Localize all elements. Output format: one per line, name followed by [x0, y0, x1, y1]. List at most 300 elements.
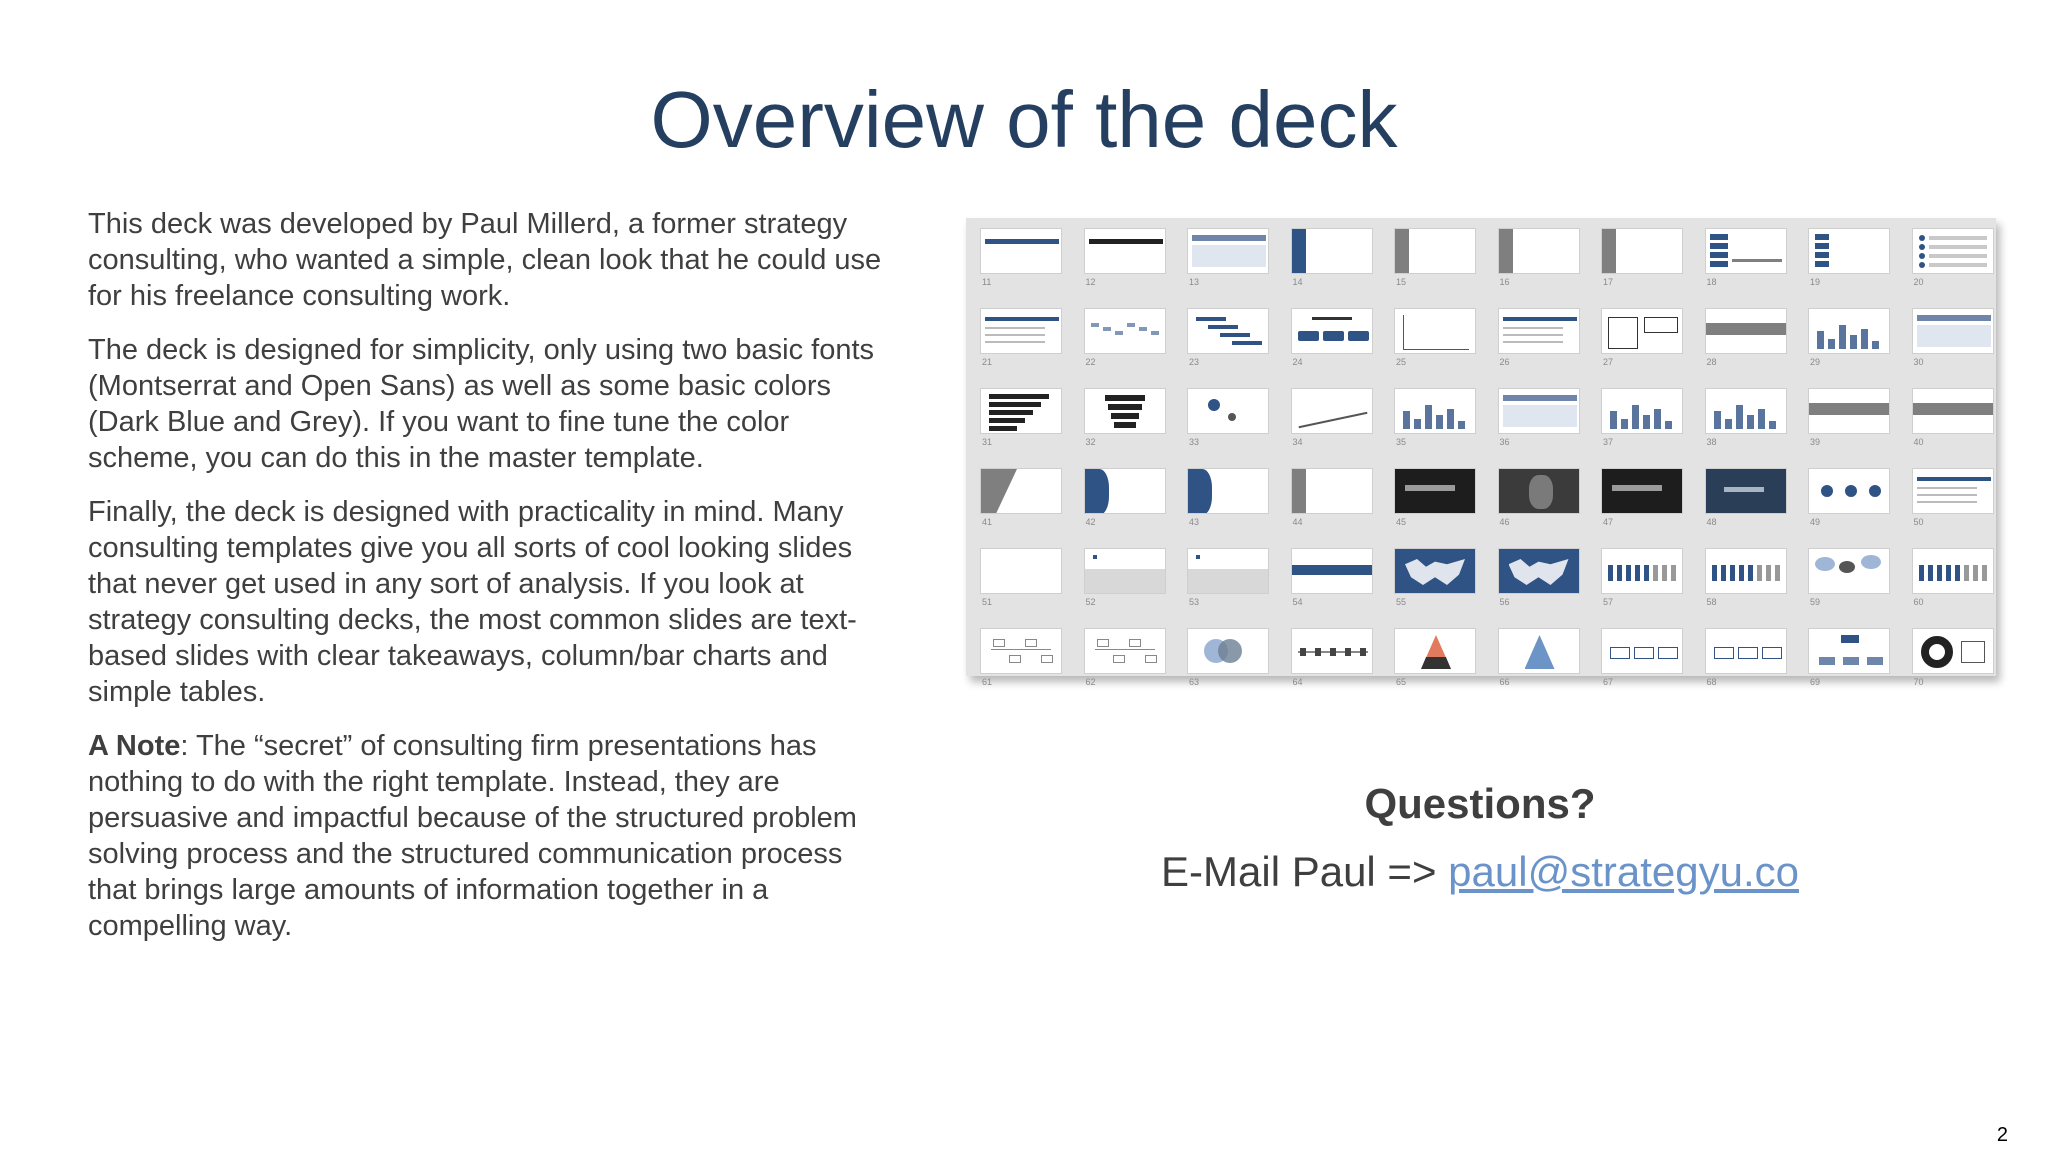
- thumbnail-number: 66: [1499, 677, 1510, 687]
- thumbnail-mark: [1192, 245, 1266, 267]
- slide-thumbnail: [1084, 228, 1166, 274]
- paragraph-practicality: Finally, the deck is designed with practicality in mind. Many consulting templates give you all sorts of cool looking slides that never get used in any sort of analysis. If you look at strategy consulting decks, the most common slides are text-based slides with clear takeaways, column/bar charts and simple tables.: [88, 496, 857, 708]
- thumbnail-mark: [1710, 261, 1728, 267]
- thumbnail-number: 62: [1085, 677, 1096, 687]
- slide-thumbnail: [980, 228, 1062, 274]
- slide-thumbnail: [1187, 388, 1269, 434]
- thumbnail-mark: [1919, 565, 1924, 581]
- thumbnail-mark: [1405, 559, 1465, 585]
- slide-thumbnail: [1601, 548, 1683, 594]
- thumbnail-number: 67: [1603, 677, 1614, 687]
- thumbnail-number: 40: [1913, 437, 1924, 447]
- thumbnail-mark: [1843, 657, 1859, 665]
- slide-thumbnail: [1808, 228, 1890, 274]
- slide-thumbnail: [1705, 548, 1787, 594]
- thumbnail-mark: [1114, 422, 1136, 428]
- thumbnail-mark: [1706, 323, 1787, 335]
- slide-thumbnail: [1808, 548, 1890, 594]
- thumbnail-mark: [1710, 243, 1728, 249]
- thumbnail-mark: [1192, 235, 1266, 241]
- thumbnail-mark: [1621, 419, 1628, 429]
- thumbnail-number: 58: [1706, 597, 1717, 607]
- thumbnail-mark: [1097, 639, 1109, 647]
- slide-thumbnail: [1291, 628, 1373, 674]
- thumbnail-mark: [1503, 327, 1563, 329]
- thumbnail-mark: [1917, 315, 1991, 321]
- thumbnail-mark: [1089, 239, 1163, 244]
- thumbnail-mark: [1730, 565, 1735, 581]
- thumbnail-mark: [1973, 565, 1978, 581]
- slide-thumbnail: [1912, 628, 1994, 674]
- thumbnail-mark: [1769, 421, 1776, 429]
- thumbnail-number: 13: [1189, 277, 1200, 287]
- slide-thumbnail: [1084, 548, 1166, 594]
- paragraph-authorship: This deck was developed by Paul Millerd, a former strategy consulting, who wanted a simple, clean look that he could use for his freelance consulting work.: [88, 208, 882, 312]
- thumbnail-mark: [989, 410, 1033, 415]
- thumbnail-mark: [1928, 565, 1933, 581]
- thumbnail-mark: [1503, 317, 1577, 321]
- slide-thumbnail: [1498, 388, 1580, 434]
- thumbnail-number: 65: [1396, 677, 1407, 687]
- slide-thumbnail: [1705, 308, 1787, 354]
- slide-thumbnail: [1705, 628, 1787, 674]
- thumbnail-mark: [1964, 565, 1969, 581]
- thumbnail-mark: [1710, 234, 1728, 240]
- thumbnail-mark: [1095, 649, 1155, 650]
- thumbnail-number: 39: [1810, 437, 1821, 447]
- thumbnail-mark: [1815, 234, 1829, 240]
- thumbnail-number: 37: [1603, 437, 1614, 447]
- slide-thumbnail: [1808, 388, 1890, 434]
- thumbnail-mark: [1725, 419, 1732, 429]
- thumbnail-mark: [1961, 641, 1985, 663]
- slide-thumbnail: [1187, 468, 1269, 514]
- thumbnail-mark: [1085, 569, 1166, 594]
- thumbnail-mark: [1654, 409, 1661, 429]
- thumbnail-mark: [1348, 331, 1369, 341]
- thumbnail-number: 46: [1499, 517, 1510, 527]
- slide-thumbnail: [1705, 388, 1787, 434]
- thumbnail-mark: [1845, 485, 1857, 497]
- thumbnail-mark: [1739, 565, 1744, 581]
- slide-thumbnail: [1394, 468, 1476, 514]
- thumbnail-mark: [1929, 254, 1987, 258]
- thumbnail-number: 55: [1396, 597, 1407, 607]
- thumbnail-mark: [1025, 639, 1037, 647]
- thumbnail-number: 50: [1913, 517, 1924, 527]
- thumbnail-mark: [1323, 331, 1344, 341]
- thumbnail-mark: [1817, 331, 1824, 349]
- slide-thumbnail: [1808, 308, 1890, 354]
- thumbnail-mark: [1775, 565, 1780, 581]
- thumbnail-number: 25: [1396, 357, 1407, 367]
- thumbnail-mark: [1748, 565, 1753, 581]
- thumbnail-mark: [989, 402, 1041, 407]
- thumbnail-mark: [1841, 635, 1859, 643]
- slide-thumbnail: [1291, 228, 1373, 274]
- slide-thumbnail: [1498, 468, 1580, 514]
- thumbnail-number: 70: [1913, 677, 1924, 687]
- thumbnail-mark: [1635, 565, 1640, 581]
- thumbnail-mark: [1111, 413, 1139, 419]
- thumbnail-number: 26: [1499, 357, 1510, 367]
- thumbnail-mark: [1929, 263, 1987, 267]
- thumbnail-mark: [1632, 405, 1639, 429]
- thumbnail-number: 44: [1292, 517, 1303, 527]
- thumbnail-mark: [1395, 229, 1409, 274]
- slide-thumbnail: [1187, 628, 1269, 674]
- slide-thumbnail: [1394, 628, 1476, 674]
- thumbnail-mark: [1819, 657, 1835, 665]
- thumbnail-mark: [1315, 648, 1321, 656]
- slide-thumbnail: [1498, 548, 1580, 594]
- thumbnail-mark: [1421, 657, 1451, 669]
- thumbnail-mark: [1917, 477, 1991, 481]
- thumbnail-mark: [1917, 487, 1977, 489]
- thumbnail-mark: [1509, 559, 1569, 585]
- email-prefix: E-Mail Paul =>: [1161, 848, 1449, 895]
- thumbnail-mark: [1710, 252, 1728, 258]
- slide-thumbnail: [980, 308, 1062, 354]
- slide-thumbnail: [1291, 388, 1373, 434]
- thumbnail-mark: [1292, 565, 1373, 575]
- thumbnail-mark: [991, 649, 1051, 650]
- thumbnail-number: 23: [1189, 357, 1200, 367]
- thumbnail-mark: [1405, 485, 1455, 491]
- thumbnail-mark: [1529, 475, 1553, 509]
- thumbnail-mark: [1828, 339, 1835, 349]
- slide-thumbnail: [980, 548, 1062, 594]
- thumbnail-mark: [1360, 648, 1366, 656]
- slide-thumbnail: [1291, 308, 1373, 354]
- slide-thumbnail: [1705, 468, 1787, 514]
- thumbnail-mark: [1503, 334, 1563, 336]
- paragraph-note: [88, 728, 898, 944]
- thumbnail-number: 60: [1913, 597, 1924, 607]
- slide-thumbnail: [1808, 628, 1890, 674]
- thumbnail-mark: [1105, 395, 1145, 401]
- thumbnail-number: 32: [1085, 437, 1096, 447]
- thumbnail-mark: [1503, 405, 1577, 427]
- paragraph-simplicity: The deck is designed for simplicity, only using two basic fonts (Montserrat and Open Sans) as well as some basic colors (Dark Blue and Grey). If you want to fine tune the color scheme, you can do this in the master template.: [88, 334, 875, 474]
- thumbnail-mark: [1085, 469, 1109, 514]
- thumbnail-mark: [1330, 648, 1336, 656]
- thumbnail-number: 56: [1499, 597, 1510, 607]
- thumbnail-mark: [1041, 655, 1053, 663]
- slide-thumbnail: [1291, 548, 1373, 594]
- slide-thumbnail: [1498, 228, 1580, 274]
- thumbnail-mark: [1188, 469, 1212, 514]
- thumbnail-mark: [985, 341, 1045, 343]
- slide-thumbnail: [980, 468, 1062, 514]
- thumbnail-mark: [1815, 261, 1829, 267]
- thumbnail-number: 29: [1810, 357, 1821, 367]
- thumbnail-mark: [1091, 323, 1099, 327]
- thumbnail-mark: [1921, 636, 1953, 668]
- thumbnail-number: 54: [1292, 597, 1303, 607]
- slide-thumbnail: [1187, 308, 1269, 354]
- thumbnail-mark: [981, 469, 1017, 514]
- thumbnail-number: 20: [1913, 277, 1924, 287]
- slide-thumbnail: [1912, 548, 1994, 594]
- thumbnail-mark: [1946, 565, 1951, 581]
- thumbnail-mark: [1312, 317, 1352, 320]
- slide-thumbnail-grid: [966, 218, 1996, 687]
- page-number: 2: [1996, 1124, 2008, 1146]
- thumbnail-mark: [1738, 647, 1758, 659]
- slide-thumbnail: [1705, 228, 1787, 274]
- thumbnail-number: 53: [1189, 597, 1200, 607]
- thumbnail-mark: [1525, 635, 1555, 669]
- thumbnail-mark: [1869, 485, 1881, 497]
- slide-thumbnail: [1394, 548, 1476, 594]
- thumbnail-mark: [1458, 421, 1465, 429]
- note-label: A Note: [88, 730, 181, 762]
- thumbnail-mark: [1653, 565, 1658, 581]
- thumbnail-mark: [1103, 327, 1111, 331]
- thumbnail-mark: [985, 239, 1059, 244]
- thumbnail-number: 52: [1085, 597, 1096, 607]
- thumbnail-number: 36: [1499, 437, 1510, 447]
- thumbnail-mark: [1917, 325, 1991, 347]
- thumbnail-mark: [1196, 555, 1200, 559]
- slide-thumbnail: [1187, 548, 1269, 594]
- email-line: [1100, 846, 1860, 898]
- thumbnail-mark: [1129, 639, 1141, 647]
- thumbnail-mark: [1208, 399, 1220, 411]
- thumbnail-number: 14: [1292, 277, 1303, 287]
- thumbnail-mark: [1839, 561, 1855, 573]
- thumbnail-mark: [1736, 405, 1743, 429]
- thumbnail-number: 41: [982, 517, 993, 527]
- slide-thumbnail: [1394, 388, 1476, 434]
- thumbnail-mark: [1292, 469, 1306, 514]
- slide-thumbnail: [1498, 308, 1580, 354]
- thumbnail-mark: [1662, 565, 1667, 581]
- thumbnail-mark: [1634, 647, 1654, 659]
- thumbnail-number: 15: [1396, 277, 1407, 287]
- thumbnail-mark: [1671, 565, 1676, 581]
- thumbnail-mark: [1872, 341, 1879, 349]
- slide-thumbnail: [980, 388, 1062, 434]
- slide-thumbnail: [980, 628, 1062, 674]
- thumbnail-mark: [1139, 327, 1147, 331]
- thumbnail-number: 57: [1603, 597, 1614, 607]
- thumbnail-mark: [1919, 235, 1925, 241]
- thumbnail-number: 28: [1706, 357, 1717, 367]
- thumbnail-number: 48: [1706, 517, 1717, 527]
- thumbnail-number: 18: [1706, 277, 1717, 287]
- thumbnail-mark: [1762, 647, 1782, 659]
- thumbnail-mark: [1929, 236, 1987, 240]
- thumbnail-mark: [1127, 323, 1135, 327]
- questions-heading: Questions?: [1364, 780, 1596, 827]
- thumbnail-mark: [1298, 412, 1367, 429]
- thumbnail-mark: [1220, 333, 1250, 337]
- slide-thumbnail: [1912, 468, 1994, 514]
- thumbnail-number: 27: [1603, 357, 1614, 367]
- thumbnail-mark: [1617, 565, 1622, 581]
- thumbnail-mark: [993, 639, 1005, 647]
- thumbnail-mark: [1766, 565, 1771, 581]
- thumbnail-number: 24: [1292, 357, 1303, 367]
- thumbnail-mark: [1917, 501, 1977, 503]
- slide-thumbnail: [1601, 628, 1683, 674]
- thumbnail-mark: [1196, 317, 1226, 321]
- thumbnail-mark: [1414, 419, 1421, 429]
- thumbnail-mark: [1644, 317, 1678, 333]
- thumbnail-mark: [989, 426, 1017, 431]
- thumbnail-mark: [1919, 253, 1925, 259]
- thumbnail-mark: [1809, 403, 1890, 415]
- thumbnail-mark: [1608, 317, 1638, 349]
- thumbnail-mark: [1610, 411, 1617, 429]
- thumbnail-mark: [1815, 243, 1829, 249]
- thumbnail-number: 49: [1810, 517, 1821, 527]
- thumbnail-mark: [985, 317, 1059, 321]
- thumbnail-mark: [1643, 415, 1650, 429]
- thumbnail-mark: [1850, 335, 1857, 349]
- thumbnail-mark: [1747, 415, 1754, 429]
- thumbnail-mark: [1721, 565, 1726, 581]
- thumbnail-mark: [1300, 648, 1306, 656]
- thumbnail-mark: [1612, 485, 1662, 491]
- thumbnail-mark: [1499, 229, 1513, 274]
- slide-thumbnail: [1498, 628, 1580, 674]
- thumbnail-number: 34: [1292, 437, 1303, 447]
- note-text: : The “secret” of consulting firm presentations has nothing to do with the right template. Instead, they are persuasive and impactful because of the structured problem solving process and the structured communication process that brings large amounts of information together in a compelling way.: [88, 730, 857, 942]
- slide-thumbnail: [1187, 228, 1269, 274]
- thumbnail-mark: [1712, 565, 1717, 581]
- thumbnail-number: 12: [1085, 277, 1096, 287]
- thumbnail-mark: [1232, 341, 1262, 345]
- thumbnail-mark: [1724, 487, 1764, 492]
- thumbnail-mark: [1732, 259, 1782, 262]
- slide-thumbnail: [1601, 468, 1683, 514]
- thumbnail-mark: [1929, 245, 1987, 249]
- thumbnail-number: 16: [1499, 277, 1510, 287]
- thumbnail-mark: [1757, 565, 1762, 581]
- thumbnail-mark: [1861, 329, 1868, 349]
- thumbnail-mark: [1151, 331, 1159, 335]
- thumbnail-number: 59: [1810, 597, 1821, 607]
- thumbnail-mark: [1188, 569, 1269, 594]
- thumbnail-mark: [1108, 404, 1142, 410]
- thumbnail-mark: [1228, 413, 1236, 421]
- thumbnail-mark: [1436, 415, 1443, 429]
- thumbnail-mark: [1345, 648, 1351, 656]
- thumbnail-mark: [985, 334, 1045, 336]
- thumbnail-number: 38: [1706, 437, 1717, 447]
- thumbnail-number: 22: [1085, 357, 1096, 367]
- thumbnail-mark: [1714, 411, 1721, 429]
- thumbnail-mark: [1009, 655, 1021, 663]
- thumbnail-number: 31: [982, 437, 993, 447]
- slide-thumbnail: [1084, 468, 1166, 514]
- thumbnail-mark: [1839, 325, 1846, 349]
- thumbnail-number: 68: [1706, 677, 1717, 687]
- slide-title: Overview of the deck: [650, 75, 1398, 164]
- thumbnail-mark: [1626, 565, 1631, 581]
- thumbnail-mark: [1292, 229, 1306, 274]
- thumbnail-mark: [1602, 229, 1616, 274]
- slide-thumbnail: [1912, 388, 1994, 434]
- thumbnail-mark: [1403, 315, 1404, 349]
- thumbnail-number: 69: [1810, 677, 1821, 687]
- thumbnail-number: 30: [1913, 357, 1924, 367]
- thumbnail-mark: [1919, 262, 1925, 268]
- slide-thumbnail: [1291, 468, 1373, 514]
- thumbnail-mark: [1665, 421, 1672, 429]
- thumbnail-number: 64: [1292, 677, 1303, 687]
- slide-thumbnail: [1084, 628, 1166, 674]
- thumbnail-mark: [1821, 485, 1833, 497]
- thumbnail-mark: [1503, 341, 1563, 343]
- slide-thumbnail: [1601, 388, 1683, 434]
- thumbnail-mark: [1917, 494, 1977, 496]
- slide-thumbnail: [1601, 228, 1683, 274]
- body-text: [88, 206, 898, 962]
- thumbnail-mark: [1503, 395, 1577, 401]
- slide-thumbnail: [1394, 308, 1476, 354]
- thumbnail-mark: [1113, 655, 1125, 663]
- slide-thumbnail: [1394, 228, 1476, 274]
- thumbnail-number: 61: [982, 677, 993, 687]
- thumbnail-number: 63: [1189, 677, 1200, 687]
- thumbnail-mark: [1208, 325, 1238, 329]
- thumbnail-mark: [1218, 639, 1242, 663]
- thumbnail-mark: [1955, 565, 1960, 581]
- thumbnail-mark: [1403, 411, 1410, 429]
- thumbnail-number: 19: [1810, 277, 1821, 287]
- thumbnail-mark: [1758, 409, 1765, 429]
- thumbnail-mark: [1861, 555, 1881, 569]
- thumbnail-mark: [1093, 555, 1097, 559]
- thumbnail-number: 43: [1189, 517, 1200, 527]
- thumbnail-mark: [1644, 565, 1649, 581]
- thumbnail-mark: [985, 327, 1045, 329]
- thumbnail-number: 51: [982, 597, 993, 607]
- thumbnail-mark: [1145, 655, 1157, 663]
- thumbnail-mark: [989, 418, 1025, 423]
- thumbnail-number: 45: [1396, 517, 1407, 527]
- thumbnail-mark: [1714, 647, 1734, 659]
- slide-thumbnail: [1808, 468, 1890, 514]
- thumbnail-number: 42: [1085, 517, 1096, 527]
- thumbnail-mark: [1608, 565, 1613, 581]
- thumbnail-mark: [1867, 657, 1883, 665]
- thumbnail-number: 11: [982, 277, 992, 287]
- email-link[interactable]: paul@strategyu.co: [1448, 848, 1799, 895]
- thumbnail-mark: [1815, 557, 1835, 571]
- thumbnail-number: 35: [1396, 437, 1407, 447]
- thumbnail-mark: [1913, 403, 1994, 415]
- thumbnail-mark: [1403, 349, 1469, 350]
- thumbnail-mark: [1982, 565, 1987, 581]
- thumbnail-number: 17: [1603, 277, 1614, 287]
- thumbnail-number: 21: [982, 357, 993, 367]
- slide-thumbnail: [1912, 308, 1994, 354]
- thumbnail-mark: [1815, 252, 1829, 258]
- thumbnail-mark: [1610, 647, 1630, 659]
- thumbnail-mark: [1937, 565, 1942, 581]
- thumbnail-mark: [1658, 647, 1678, 659]
- thumbnail-number: 47: [1603, 517, 1614, 527]
- thumbnail-mark: [1425, 405, 1432, 429]
- thumbnail-mark: [1919, 244, 1925, 250]
- slide-thumbnail: [1084, 308, 1166, 354]
- slide-thumbnail: [1912, 228, 1994, 274]
